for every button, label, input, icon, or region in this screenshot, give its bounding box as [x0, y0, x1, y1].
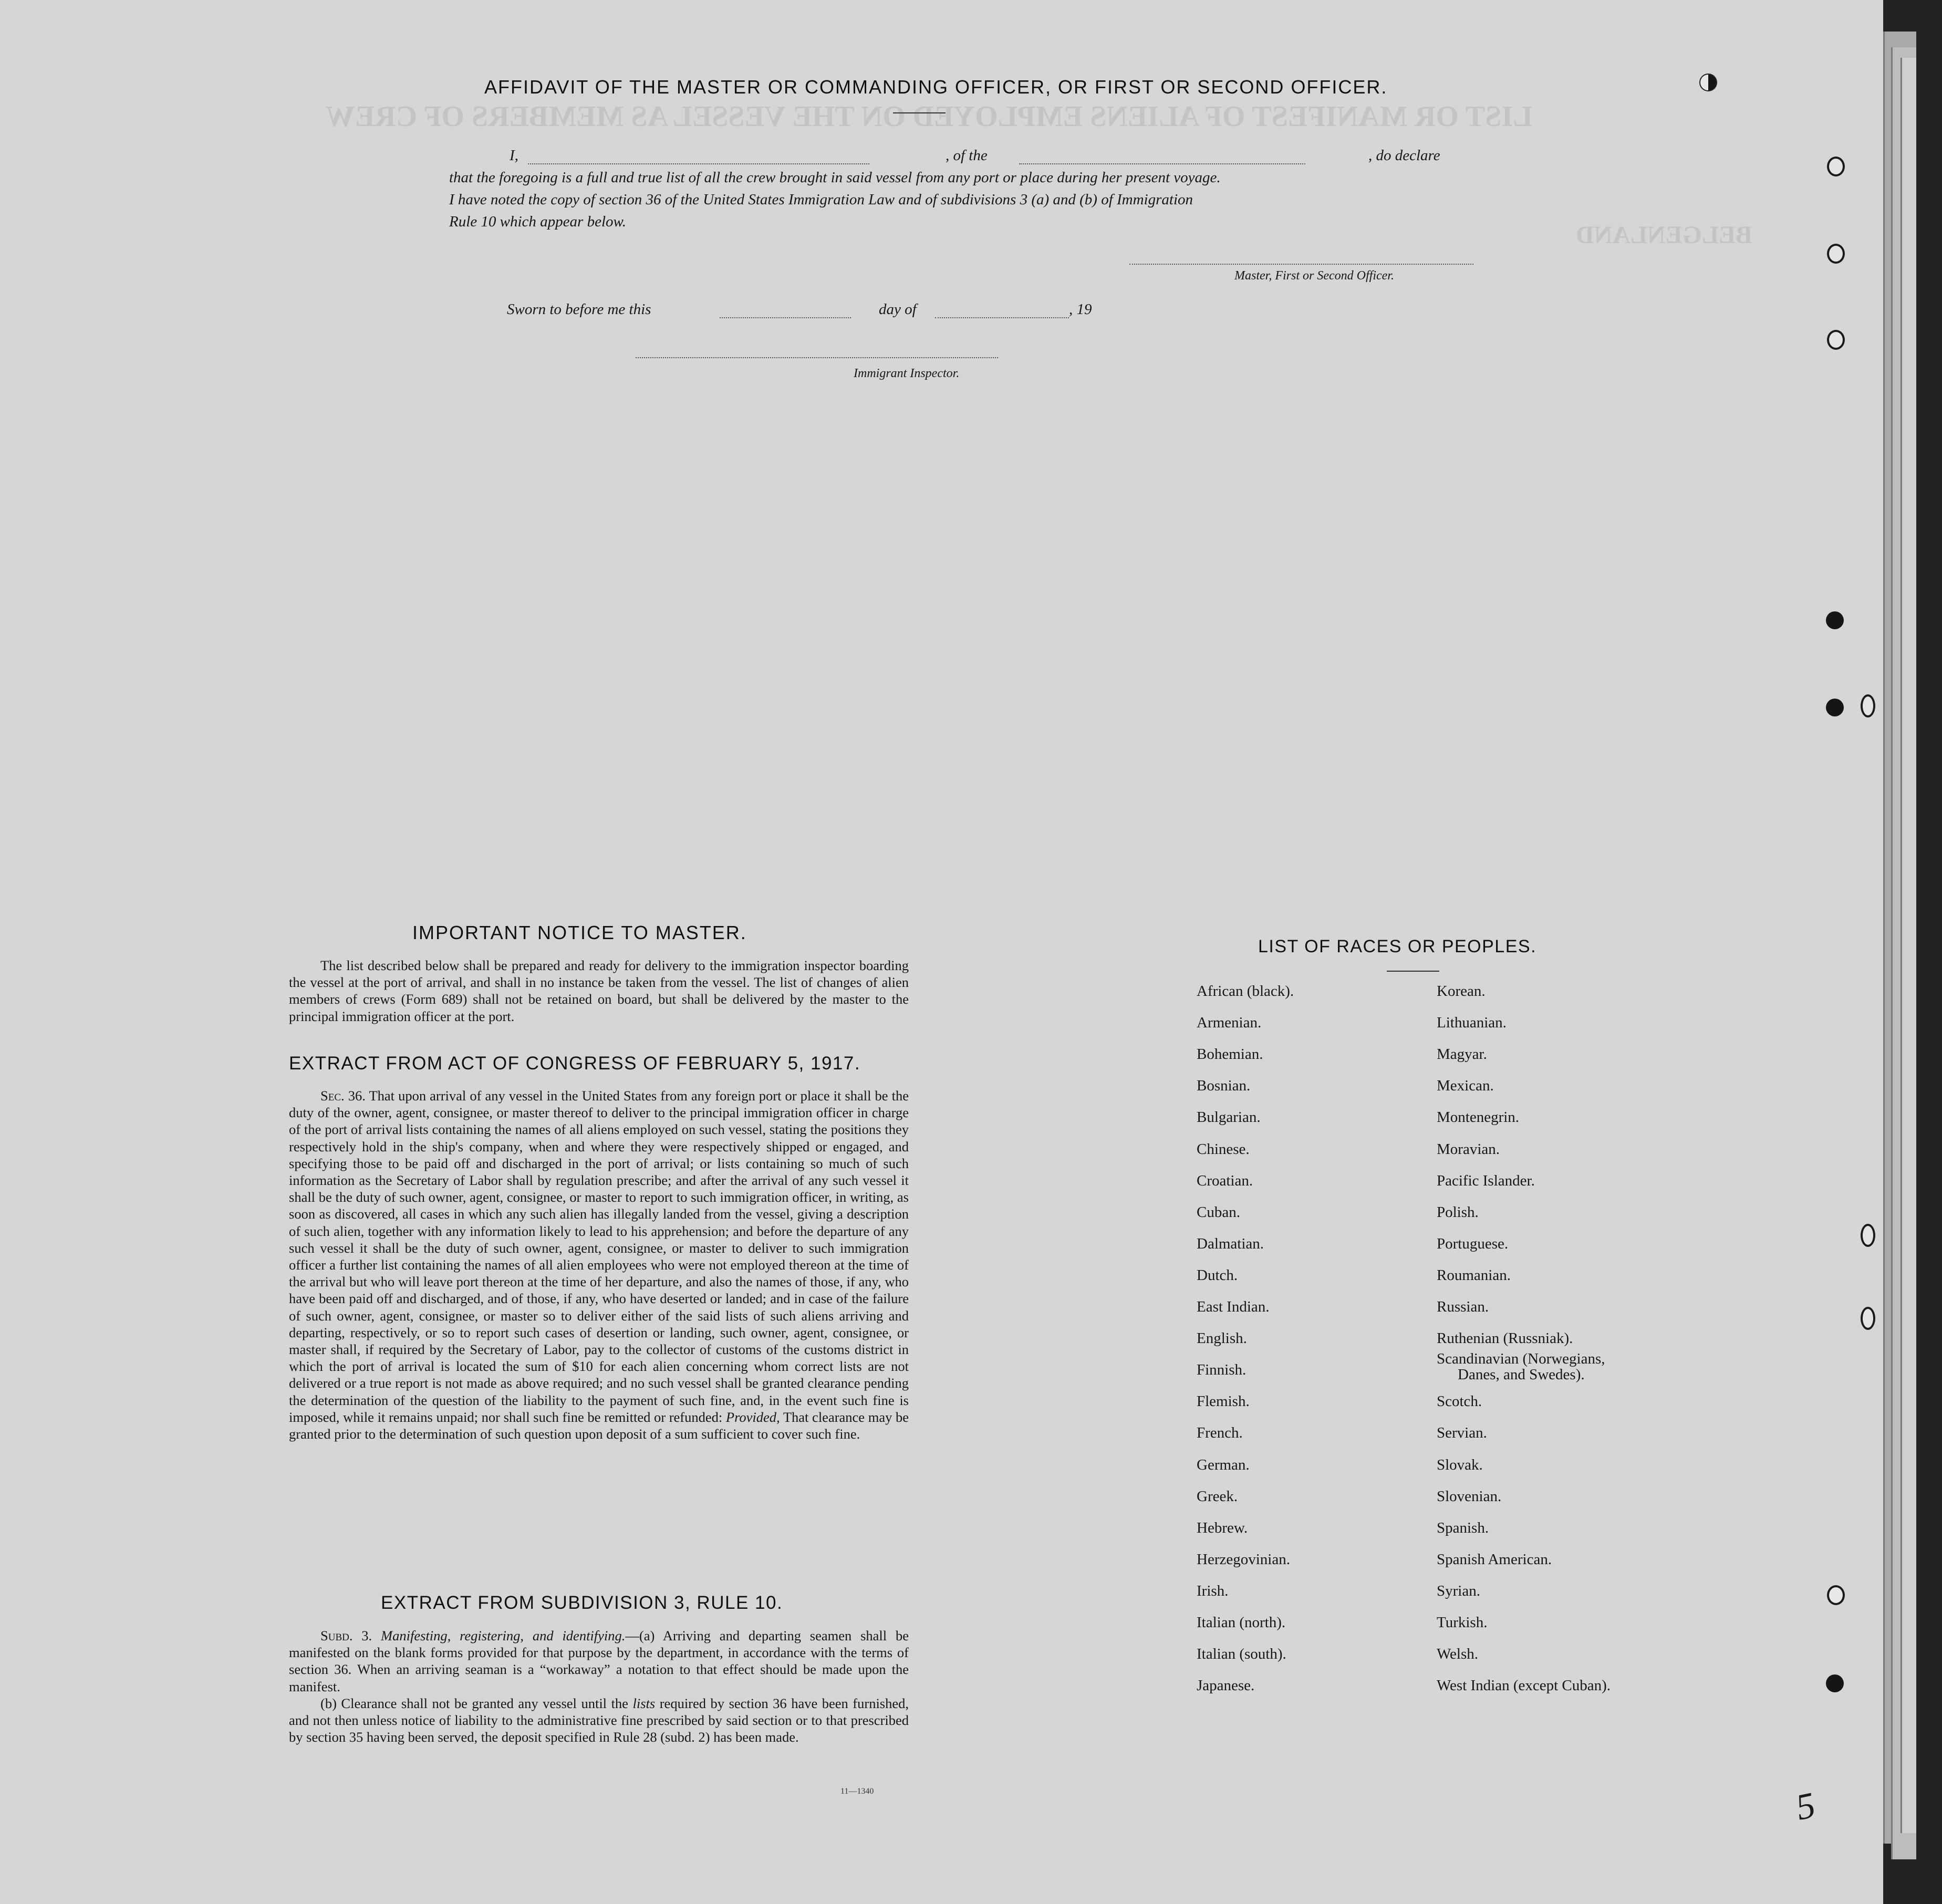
act-extract-title: EXTRACT FROM ACT OF CONGRESS OF FEBRUARY 5, 1917. [289, 1053, 861, 1074]
rule-extract-title: EXTRACT FROM SUBDIVISION 3, RULE 10. [381, 1593, 783, 1613]
race-item: West Indian (except Cuban). [1437, 1677, 1611, 1694]
binder-hole-icon [1827, 1585, 1845, 1605]
master-signature-label: Master, First or Second Officer. [1234, 269, 1394, 283]
sec-label: Sec. 36. [320, 1088, 366, 1104]
race-item: Bohemian. [1197, 1046, 1263, 1063]
stacked-page-edge [1901, 58, 1916, 1833]
notice-title: IMPORTANT NOTICE TO MASTER. [412, 922, 747, 943]
race-item: Dalmatian. [1197, 1235, 1264, 1252]
affidavit-line-3: I have noted the copy of section 36 of the United States Immigration Law and of subdivisions 3 (a) and (b) of Immigration [449, 191, 1193, 208]
of-the-label: , of the [946, 147, 988, 164]
race-item: English. [1197, 1330, 1247, 1347]
race-item: Hebrew. [1197, 1519, 1248, 1536]
binder-hole-icon [1827, 157, 1845, 176]
race-item: Japanese. [1197, 1677, 1255, 1694]
race-item: Servian. [1437, 1424, 1487, 1442]
race-item: Croatian. [1197, 1172, 1253, 1189]
notice-text: The list described below shall be prepared and ready for delivery to the immigration inspector boarding the vessel at the port of arrival, and shall in no instance be taken from the vessel. The list of changes of alien members of crews (Form 689) shall not be retained on board, but shall be delivered by the master to the principal immigration officer at the port. [289, 958, 909, 1024]
sworn-day-field[interactable] [720, 317, 851, 318]
race-item: Pacific Islander. [1437, 1172, 1535, 1189]
race-item: Magyar. [1437, 1046, 1487, 1063]
race-item: Danes, and Swedes). [1458, 1366, 1585, 1383]
race-item: Greek. [1197, 1487, 1238, 1505]
rule-extract-body [289, 1627, 909, 1785]
sworn-label: Sworn to before me this [507, 301, 651, 318]
race-item: Slovak. [1437, 1456, 1483, 1473]
rule-para-b-lists: lists [632, 1695, 656, 1711]
race-item: German. [1197, 1456, 1250, 1473]
races-title-rule [1387, 971, 1439, 972]
binder-hole-icon [1827, 330, 1845, 350]
form-number: 11—1340 [840, 1787, 874, 1796]
race-item: Finnish. [1197, 1361, 1247, 1379]
race-item: Italian (south). [1197, 1646, 1286, 1663]
year-label: , 19 [1069, 301, 1092, 318]
race-item: Ruthenian (Russniak). [1437, 1330, 1573, 1347]
race-item: Spanish. [1437, 1519, 1489, 1536]
race-item: Montenegrin. [1437, 1109, 1520, 1126]
inspector-signature-field[interactable] [636, 357, 998, 358]
race-item: Italian (north). [1197, 1614, 1286, 1631]
notice-body [289, 957, 909, 1036]
binder-hole-icon [1861, 694, 1875, 717]
rule-para-b [289, 1695, 909, 1746]
provided-word: Provided, [725, 1409, 780, 1425]
race-item: Irish. [1197, 1582, 1229, 1599]
handwritten-page-mark: 5 [1792, 1785, 1819, 1828]
rule-para-b-1: (b) Clearance shall not be granted any vessel until the [320, 1695, 628, 1711]
race-item: Slovenian. [1437, 1487, 1502, 1505]
affidavit-line-4: Rule 10 which appear below. [449, 213, 626, 230]
binder-hole-icon [1861, 1224, 1875, 1247]
rule-para-a [289, 1627, 909, 1695]
binder-hole-icon [1699, 74, 1717, 91]
race-item: Mexican. [1437, 1077, 1494, 1095]
subd-heading: Manifesting, registering, and identifying. [381, 1628, 626, 1643]
race-item: Scandinavian (Norwegians, [1437, 1350, 1605, 1368]
race-item: Bosnian. [1197, 1077, 1251, 1095]
race-item: Bulgarian. [1197, 1109, 1261, 1126]
vessel-field[interactable] [1019, 163, 1305, 164]
binder-hole-icon [1826, 1674, 1844, 1692]
race-item: Russian. [1437, 1298, 1489, 1315]
race-item: Moravian. [1437, 1140, 1500, 1158]
bleed-through-heading: LIST OR MANIFEST OF ALIENS EMPLOYED ON THE VESSEL AS MEMBERS OF CREW [326, 100, 1533, 133]
race-item: Herzegovinian. [1197, 1551, 1290, 1568]
sworn-month-field[interactable] [935, 317, 1069, 318]
bleed-through-vessel: BELGENLAND [1576, 221, 1753, 249]
inspector-signature-label: Immigrant Inspector. [854, 367, 960, 380]
binder-hole-icon [1826, 611, 1844, 629]
races-title: LIST OF RACES OR PEOPLES. [1258, 937, 1537, 956]
i-label: I, [510, 147, 518, 164]
rule-para-a-text: —(a) Arriving and departing seamen shall be manifested on the blank forms provided for that purpose by the department, in accordance with the terms of section 36. When an arriving seaman is a “workaway” a notation to that effect should be made upon the manifest. [289, 1628, 909, 1694]
race-item: Portuguese. [1437, 1235, 1509, 1252]
race-item: Chinese. [1197, 1140, 1250, 1158]
title-rule [893, 112, 946, 113]
race-item: Syrian. [1437, 1582, 1480, 1599]
race-item: East Indian. [1197, 1298, 1270, 1315]
race-item: French. [1197, 1424, 1243, 1442]
rule-para-b-2: required by section 36 have been furnished, and not then unless notice of liability to the administrative fine prescribed by said section or to that prescribed by section 35 having been served, the deposit specified in Rule 28 (subd. 2) has been made. [289, 1695, 909, 1745]
race-item: Roumanian. [1437, 1266, 1511, 1284]
name-field[interactable] [528, 163, 869, 164]
act-extract-text [289, 1087, 909, 1442]
affidavit-title: AFFIDAVIT OF THE MASTER OR COMMANDING OFFICER, OR FIRST OR SECOND OFFICER. [484, 76, 1388, 98]
race-item: Lithuanian. [1437, 1014, 1507, 1032]
day-of-label: day of [879, 301, 917, 318]
race-item: Flemish. [1197, 1393, 1250, 1410]
race-item: Spanish American. [1437, 1551, 1552, 1568]
binder-hole-icon [1826, 699, 1844, 716]
race-item: Korean. [1437, 983, 1486, 1000]
race-item: Armenian. [1197, 1014, 1262, 1032]
race-item: Cuban. [1197, 1203, 1240, 1221]
race-item: Polish. [1437, 1203, 1479, 1221]
binder-hole-icon [1827, 244, 1845, 264]
race-item: Dutch. [1197, 1266, 1238, 1284]
race-item: Turkish. [1437, 1614, 1488, 1631]
act-extract-end: That clearance may be granted prior to the determination of such question upon deposit of a sum sufficient to cover such fine. [289, 1409, 909, 1442]
act-extract-body [289, 1087, 909, 1586]
race-item: Scotch. [1437, 1393, 1482, 1410]
race-item: African (black). [1197, 983, 1294, 1000]
master-signature-field[interactable] [1129, 264, 1473, 265]
do-declare-label: , do declare [1368, 147, 1440, 164]
act-extract-main: That upon arrival of any vessel in the United States from any foreign port or place it shall be the duty of the owner, agent, consignee, or master thereof to deliver to the principal immigration officer in charge of the port of arrival lists containing the names of all aliens employed on such vessel, stating the positions they respectively hold in the ship's company, when and where they were respectively shipped or engaged, and specifying those to be paid off and discharged in the port of arrival; or lists containing so much of such information as the Secretary of Labor shall by regulation prescribe; and after the arrival of any such vessel it shall be the duty of such owner, agent, consignee, or master to report to such immigration officer, in writing, as soon as discovered, all cases in which any such alien has illegally landed from the vessel, giving a description of such alien, together with any information likely to lead to his apprehension; and before the departure of any such vessel it shall be the duty of such owner, agent, consignee, or master to deliver to such immigration officer a further list containing the names of all alien employees who were not employed thereon at the time of the arrival but who will leave port thereon at the time of her departure, and also the names of those, if any, who have been paid off and discharged, and of those, if any, who have deserted or landed; and in case of the failure of such owner, agent, consignee, or master so to deliver either of the said lists of such aliens arriving and departing, respectively, or so to report such cases of desertion or landing, such owner, agent, consignee, or master shall, if required by the Secretary of Labor, pay to the collector of customs of the customs district in which the port of arrival is located the sum of $10 for each alien concerning whom correct lists are not delivered or a true report is not made as above required; and no such vessel shall be granted clearance pending the determination of the question of the liability to the payment of such fine, and, in the event such fine is imposed, while it remains unpaid; nor shall such fine be remitted or refunded: [289, 1088, 909, 1425]
subd-label: Subd. 3. [320, 1628, 372, 1643]
race-item: Welsh. [1437, 1646, 1479, 1663]
affidavit-line-2: that the foregoing is a full and true list of all the crew brought in said vessel from any port or place during her present voyage. [449, 169, 1221, 186]
binder-hole-icon [1861, 1307, 1875, 1330]
